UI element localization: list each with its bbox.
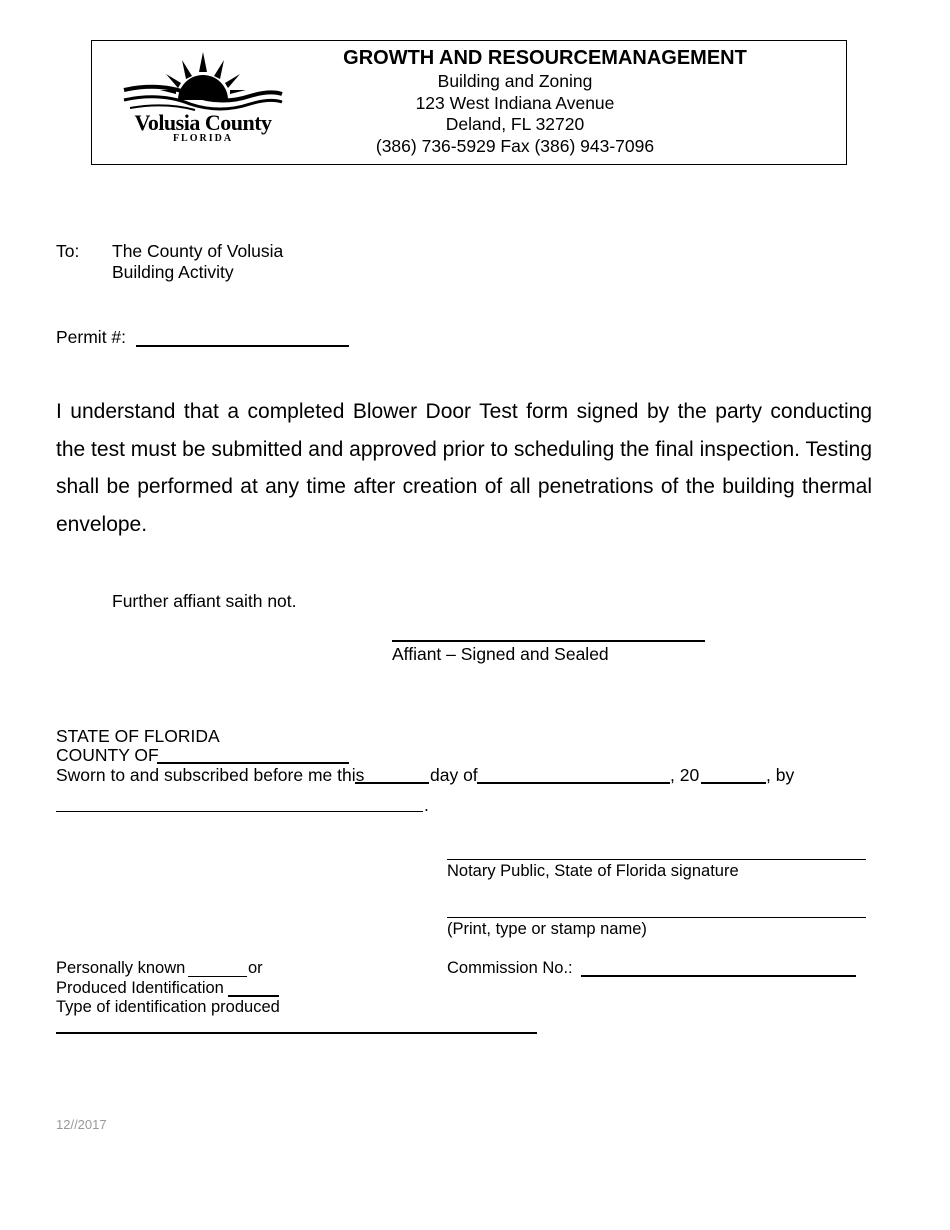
or-label: or (248, 959, 263, 977)
notary-print-name-line[interactable] (447, 917, 866, 918)
county-line[interactable] (157, 762, 349, 764)
further-affiant-text: Further affiant saith not. (112, 591, 297, 611)
logo-subtitle: FLORIDA (172, 133, 234, 144)
sworn-by-line[interactable] (56, 811, 423, 812)
produced-identification-label: Produced Identification (56, 979, 224, 997)
identification-type-line[interactable] (56, 1032, 537, 1034)
notary-signature-line[interactable] (447, 859, 866, 860)
sun-logo-icon (120, 50, 286, 112)
to-line-2: Building Activity (112, 262, 234, 282)
statement-paragraph: I understand that a completed Blower Door Test form signed by the party conducting the test must be submitted and approved prior to scheduling the final inspection. Testing shall be performed at any time after creation of all penetrations of the building thermal envelope. (56, 400, 872, 536)
sworn-period: . (424, 795, 429, 815)
day-of-label: day of (430, 765, 478, 785)
sworn-text: Sworn to and subscribed before me this (56, 765, 365, 785)
notary-print-caption: (Print, type or stamp name) (447, 920, 647, 938)
permit-number-line[interactable] (136, 345, 349, 347)
phone-fax: (386) 736-5929 Fax (386) 943-7096 (375, 136, 655, 156)
year-line[interactable] (701, 782, 766, 784)
revision-date: 12//2017 (56, 1117, 107, 1132)
personally-known-label: Personally known (56, 959, 186, 977)
identification-type-label: Type of identification produced (56, 998, 280, 1016)
to-label: To: (56, 241, 80, 261)
notary-signature-caption: Notary Public, State of Florida signature (447, 862, 739, 880)
personally-known-line[interactable] (188, 976, 247, 977)
volusia-county-logo (120, 50, 286, 148)
affiant-caption: Affiant – Signed and Sealed (392, 644, 609, 664)
commission-number-line[interactable] (581, 975, 856, 977)
state-of-florida: STATE OF FLORIDA (56, 726, 220, 746)
year-prefix: , 20 (670, 765, 700, 785)
affiant-signature-line[interactable] (392, 640, 705, 642)
to-line-1: The County of Volusia (112, 241, 284, 261)
commission-label: Commission No.: (447, 959, 573, 977)
division-name: Building and Zoning (437, 71, 593, 91)
month-line[interactable] (477, 782, 670, 784)
county-of-label: COUNTY OF (56, 745, 159, 765)
permit-label: Permit #: (56, 327, 127, 347)
produced-identification-line[interactable] (228, 995, 279, 997)
by-label: , by (766, 765, 795, 785)
city-address: Deland, FL 32720 (445, 114, 585, 134)
street-address: 123 West Indiana Avenue (415, 93, 615, 113)
department-title: GROWTH AND RESOURCEMANAGEMENT (343, 47, 747, 69)
logo-wordmark: Volusia County (134, 110, 272, 135)
day-line[interactable] (355, 782, 429, 784)
